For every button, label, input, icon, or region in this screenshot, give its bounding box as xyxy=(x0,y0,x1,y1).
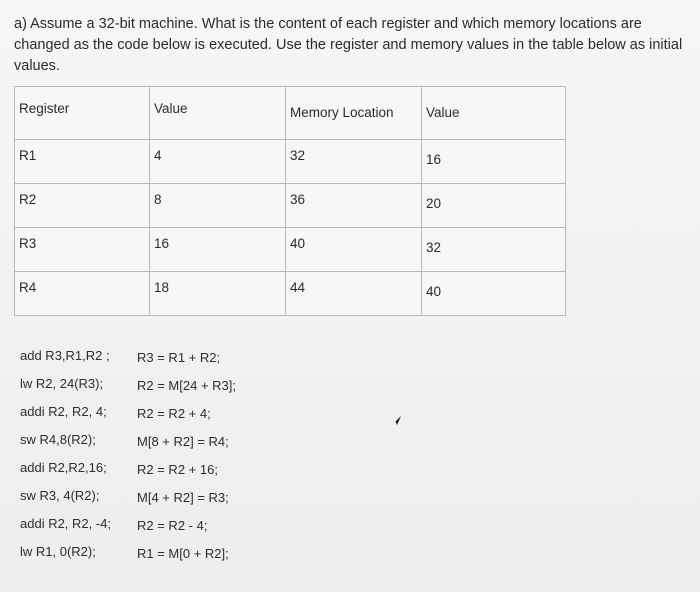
instruction-meaning: R1 = M[0 + R2]; xyxy=(137,546,229,561)
table-cell xyxy=(15,272,150,316)
table-row xyxy=(15,228,566,272)
table-cell xyxy=(422,184,566,228)
table-cell xyxy=(286,272,422,316)
mouse-cursor-icon xyxy=(390,415,402,427)
table-cell xyxy=(150,228,286,272)
code-line xyxy=(20,512,340,540)
instruction-meaning: M[8 + R2] = R4; xyxy=(137,434,229,449)
table-row xyxy=(15,272,566,316)
code-line xyxy=(20,400,340,428)
instruction: addi R2, R2, 4; xyxy=(20,404,107,419)
memory-value: 32 xyxy=(426,240,442,255)
instruction-meaning: R2 = R2 + 16; xyxy=(137,462,218,477)
register-value: 8 xyxy=(154,192,162,207)
table-cell xyxy=(286,140,422,184)
table-cell xyxy=(422,140,566,184)
header-cell xyxy=(150,87,286,140)
table-cell xyxy=(15,184,150,228)
memory-value: 40 xyxy=(426,284,442,299)
register-memory-table xyxy=(14,86,566,316)
instruction: addi R2,R2,16; xyxy=(20,460,107,475)
code-line xyxy=(20,540,340,568)
header-reg-value: Value xyxy=(154,101,188,116)
register-value: 16 xyxy=(154,236,170,251)
instruction: addi R2, R2, -4; xyxy=(20,516,112,531)
header-cell xyxy=(15,87,150,140)
register-value: 18 xyxy=(154,280,170,295)
memory-location: 44 xyxy=(290,280,306,295)
table-cell xyxy=(150,184,286,228)
code-line xyxy=(20,484,340,512)
table-cell xyxy=(286,228,422,272)
register-name: R2 xyxy=(19,192,37,207)
header-cell xyxy=(286,87,422,140)
register-name: R3 xyxy=(19,236,37,251)
memory-value: 20 xyxy=(426,196,442,211)
memory-value: 16 xyxy=(426,152,442,167)
code-line xyxy=(20,372,340,400)
register-value: 4 xyxy=(154,148,162,163)
memory-location: 36 xyxy=(290,192,306,207)
instruction: sw R4,8(R2); xyxy=(20,432,96,447)
table-cell xyxy=(150,272,286,316)
instruction-meaning: R2 = R2 + 4; xyxy=(137,406,211,421)
table-cell xyxy=(286,184,422,228)
table-cell xyxy=(150,140,286,184)
header-mem-value: Value xyxy=(426,105,460,120)
instruction: lw R1, 0(R2); xyxy=(20,544,96,559)
memory-location: 32 xyxy=(290,148,306,163)
register-name: R4 xyxy=(19,280,37,295)
table-cell xyxy=(422,228,566,272)
code-line xyxy=(20,428,340,456)
code-line xyxy=(20,456,340,484)
table-header-row xyxy=(15,87,566,140)
question-text: a) Assume a 32-bit machine. What is the content of each register and which memory locations are changed as the code below is executed. Use the register and memory values in the table below as initial values. xyxy=(14,16,683,74)
instruction: sw R3, 4(R2); xyxy=(20,488,100,503)
memory-location: 40 xyxy=(290,236,306,251)
table-cell xyxy=(15,228,150,272)
instruction-meaning: R3 = R1 + R2; xyxy=(137,350,221,365)
header-register: Register xyxy=(19,101,70,116)
code-line xyxy=(20,344,340,372)
code-listing xyxy=(20,344,340,568)
table-row xyxy=(15,184,566,228)
header-cell xyxy=(422,87,566,140)
instruction: lw R2, 24(R3); xyxy=(20,376,104,391)
table-cell xyxy=(422,272,566,316)
header-memory-location: Memory Location xyxy=(290,105,394,120)
table-cell xyxy=(15,140,150,184)
instruction-meaning: M[4 + R2] = R3; xyxy=(137,490,229,505)
instruction: add R3,R1,R2 ; xyxy=(20,348,110,363)
instruction-meaning: R2 = M[24 + R3]; xyxy=(137,378,236,393)
table-row xyxy=(15,140,566,184)
instruction-meaning: R2 = R2 - 4; xyxy=(137,518,208,533)
register-name: R1 xyxy=(19,148,37,163)
